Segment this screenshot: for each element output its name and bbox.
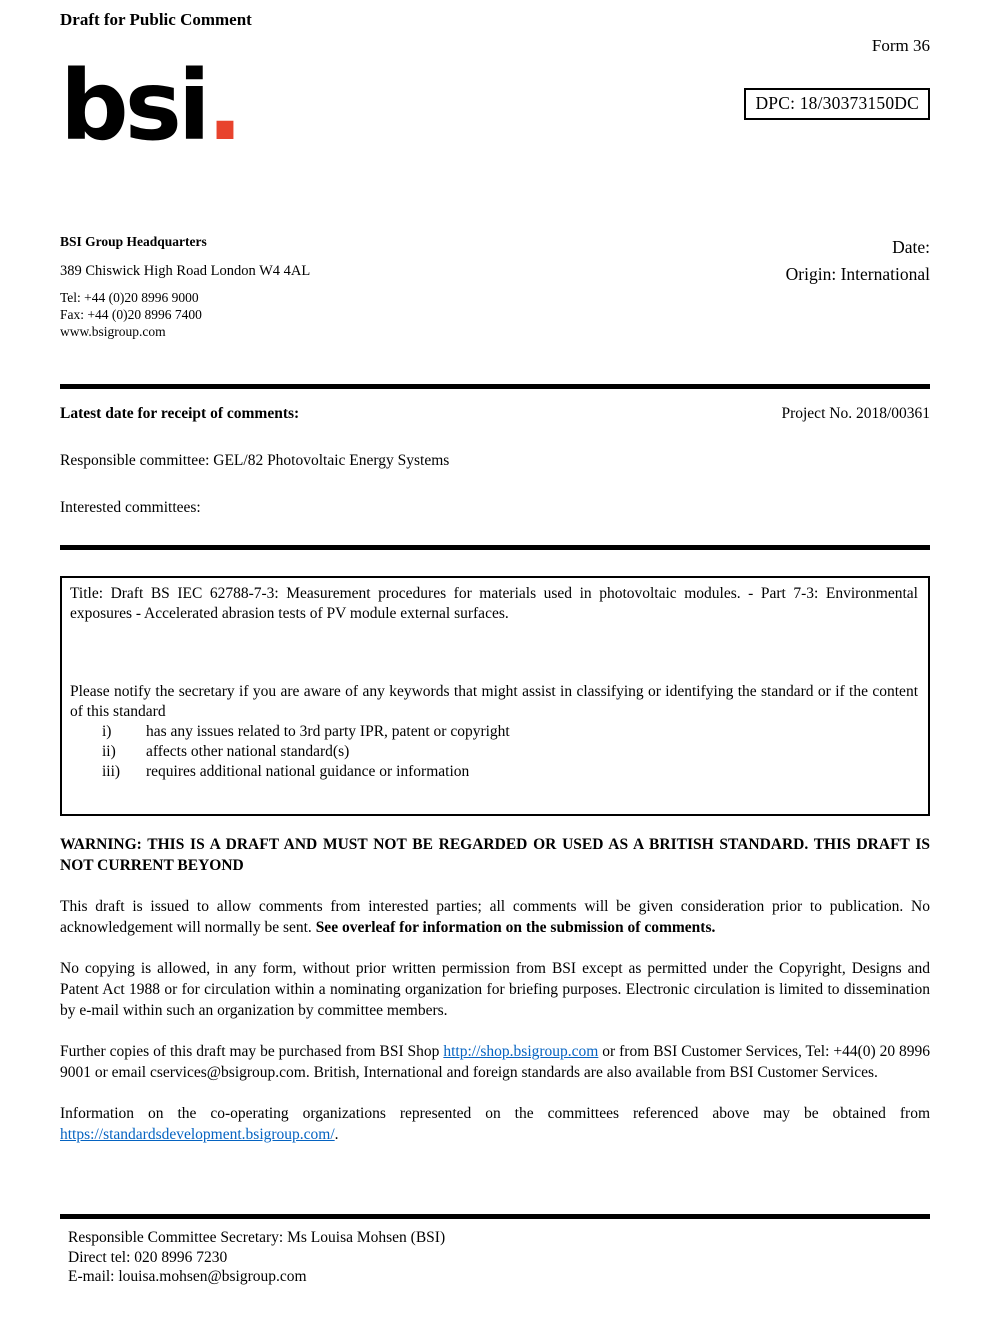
header <box>60 10 930 234</box>
paragraph-draft-comments <box>60 896 930 938</box>
footer <box>60 1214 930 1287</box>
divider <box>60 384 930 389</box>
divider <box>60 545 930 550</box>
paragraph-text: or from BSI Customer Services, Tel: +44(0) 20 8996 9001 or email cservices@bsigroup.com. British, International and foreign standards are also available from BSI Customer Services. <box>60 1043 931 1081</box>
hq-name: BSI Group Headquarters <box>60 234 207 249</box>
keyword-item-num: ii) <box>102 743 116 760</box>
paragraph-cooperating-orgs <box>60 1103 930 1145</box>
keyword-item <box>70 762 918 782</box>
responsible-committee: Responsible committee: GEL/82 Photovoltaic Energy Systems <box>60 452 450 469</box>
notify-secretary-text: Please notify the secretary if you are aware of any keywords that might assist in classifying or identifying the standard or if the content of this standard <box>70 683 918 720</box>
paragraph-text: Information on the co-operating organizations represented on the committees referenced above may be obtained from <box>60 1105 930 1122</box>
paragraph-further-copies <box>60 1041 930 1083</box>
secretary-email: E-mail: louisa.mohsen@bsigroup.com <box>68 1268 307 1285</box>
hq-tel: Tel: +44 (0)20 8996 9000 <box>60 290 199 305</box>
keyword-item-num: iii) <box>102 763 121 780</box>
secretary-tel: Direct tel: 020 8996 7230 <box>68 1248 228 1266</box>
keyword-item-text: has any issues related to 3rd party IPR, patent or copyright <box>146 723 510 740</box>
standards-development-link[interactable]: https://standardsdevelopment.bsigroup.com/ <box>60 1126 335 1143</box>
bsi-shop-link[interactable]: http://shop.bsigroup.com <box>443 1043 599 1060</box>
form-number: Form 36 <box>871 36 930 55</box>
dpc-number-box: DPC: 18/30373150DC <box>744 88 930 120</box>
origin-value: Origin: International <box>785 264 930 284</box>
warning-text: WARNING: THIS IS A DRAFT AND MUST NOT BE REGARDED OR USED AS A BRITISH STANDARD. THIS DRAFT IS NOT CURRENT BEYOND <box>60 836 930 874</box>
bsi-logo-text: bsi <box>60 50 207 162</box>
draft-status-label: Draft for Public Comment <box>60 10 252 29</box>
address-block <box>60 234 310 340</box>
bsi-logo-dot: . <box>206 50 240 162</box>
keyword-item <box>70 722 918 742</box>
title-box <box>60 576 930 816</box>
latest-date-label: Latest date for receipt of comments: <box>60 405 300 422</box>
keyword-item <box>70 742 918 762</box>
standard-title: Title: Draft BS IEC 62788-7-3: Measurement procedures for materials used in photovoltaic modules. - Part 7-3: Environmental exposures - Accelerated abrasion tests of PV module external surfaces. <box>70 585 918 622</box>
paragraph-text: This draft is issued to allow comments from interested parties; all comments will be given consideration prior to publication. No acknowledgement will normally be sent. <box>60 898 930 936</box>
date-label: Date: <box>892 237 930 257</box>
keyword-item-text: requires additional national guidance or information <box>146 763 470 780</box>
hq-fax: Fax: +44 (0)20 8996 7400 <box>60 307 202 322</box>
paragraph-text: . <box>334 1126 339 1143</box>
project-number: Project No. 2018/00361 <box>781 405 930 422</box>
date-origin-block <box>786 234 930 288</box>
hq-website: www.bsigroup.com <box>60 324 166 339</box>
comments-meta-row <box>60 405 930 423</box>
keyword-item-text: affects other national standard(s) <box>146 743 350 760</box>
bsi-logo <box>60 50 240 162</box>
footer-contact-block <box>60 1228 930 1287</box>
paragraph-no-copying: No copying is allowed, in any form, without prior written permission from BSI except as permitted under the Copyright, Designs and Patent Act 1988 or for circulation within a nominating organization for briefing purposes. Electronic circulation is limited to dissemination by e-mail within such an organization by committee members. <box>60 960 930 1019</box>
committee-secretary: Responsible Committee Secretary: Ms Louisa Mohsen (BSI) <box>68 1229 446 1246</box>
paragraph-text: Further copies of this draft may be purchased from BSI Shop <box>60 1043 444 1060</box>
keyword-item-num: i) <box>102 723 112 740</box>
paragraph-bold-text: See overleaf for information on the submission of comments. <box>315 919 716 936</box>
interested-committees: Interested committees: <box>60 499 201 516</box>
address-row <box>60 234 930 340</box>
hq-street: 389 Chiswick High Road London W4 4AL <box>60 263 311 279</box>
divider <box>60 1214 930 1219</box>
